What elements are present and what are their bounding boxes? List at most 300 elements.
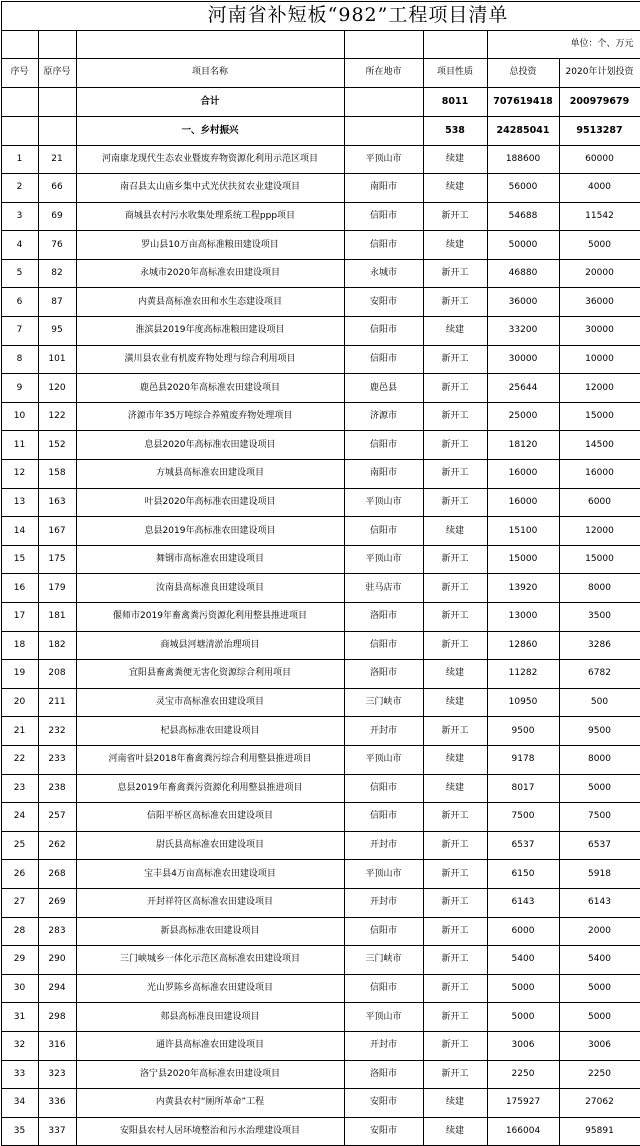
cell-nature: 续建 xyxy=(423,517,487,546)
cell-plan-2020: 20000 xyxy=(559,259,640,288)
cell-city: 信阳市 xyxy=(344,917,423,946)
header-city: 所在地市 xyxy=(344,58,423,87)
cell-plan-2020: 15000 xyxy=(559,402,640,431)
cell-orig-seq: 158 xyxy=(38,460,76,489)
cell-city: 洛阳市 xyxy=(344,1060,423,1089)
cell-plan-2020: 3006 xyxy=(559,1031,640,1060)
cell-plan-2020: 12000 xyxy=(559,374,640,403)
cell-total-investment: 5400 xyxy=(487,946,559,975)
cell-project-name: 河南康龙现代生态农业暨废弃物资源化利用示范区项目 xyxy=(76,145,344,174)
cell-orig-seq: 167 xyxy=(38,517,76,546)
cell-nature: 新开工 xyxy=(423,1060,487,1089)
cell-seq: 15 xyxy=(1,545,38,574)
cell-plan-2020: 8000 xyxy=(559,574,640,603)
cell-seq: 32 xyxy=(1,1031,38,1060)
table-row xyxy=(1,345,640,374)
table-row xyxy=(1,402,640,431)
cell-project-name: 信阳平桥区高标准农田建设项目 xyxy=(76,803,344,832)
cell-seq: 10 xyxy=(1,402,38,431)
table-row xyxy=(1,317,640,346)
total-label: 合计 xyxy=(76,87,344,116)
cell-nature: 续建 xyxy=(423,774,487,803)
cell-orig-seq: 294 xyxy=(38,974,76,1003)
table-row xyxy=(1,831,640,860)
table-row xyxy=(1,603,640,632)
cell-nature: 新开工 xyxy=(423,202,487,231)
cell-nature: 新开工 xyxy=(423,603,487,632)
cell-project-name: 叶县2020年高标准农田建设项目 xyxy=(76,488,344,517)
cell-city: 南阳市 xyxy=(344,460,423,489)
table-row xyxy=(1,1003,640,1032)
cell-seq: 2 xyxy=(1,174,38,203)
cell-total-investment: 18120 xyxy=(487,431,559,460)
cell-project-name: 通许县高标准农田建设项目 xyxy=(76,1031,344,1060)
total-investment: 707619418 xyxy=(487,87,559,116)
cell-plan-2020: 5000 xyxy=(559,1003,640,1032)
table-row xyxy=(1,888,640,917)
cell-project-name: 杞县高标准农田建设项目 xyxy=(76,717,344,746)
cell-project-name: 内黄县农村“厕所革命”工程 xyxy=(76,1089,344,1118)
cell-plan-2020: 6782 xyxy=(559,660,640,689)
cell-plan-2020: 9500 xyxy=(559,717,640,746)
cell-total-investment: 7500 xyxy=(487,803,559,832)
cell-total-investment: 15000 xyxy=(487,545,559,574)
cell-total-investment: 3006 xyxy=(487,1031,559,1060)
cell-seq: 6 xyxy=(1,288,38,317)
section-plan-2020: 9513287 xyxy=(559,116,640,145)
cell-city: 信阳市 xyxy=(344,202,423,231)
cell-seq: 4 xyxy=(1,231,38,260)
cell-plan-2020: 5918 xyxy=(559,860,640,889)
total-plan-2020: 200979679 xyxy=(559,87,640,116)
cell-orig-seq: 211 xyxy=(38,688,76,717)
table-row xyxy=(1,946,640,975)
cell-seq: 27 xyxy=(1,888,38,917)
cell-nature: 新开工 xyxy=(423,288,487,317)
cell-nature: 新开工 xyxy=(423,488,487,517)
cell-orig-seq: 336 xyxy=(38,1089,76,1118)
cell-orig-seq: 21 xyxy=(38,145,76,174)
cell-city: 平顶山市 xyxy=(344,145,423,174)
total-row xyxy=(1,87,640,116)
cell-orig-seq: 87 xyxy=(38,288,76,317)
cell-plan-2020: 30000 xyxy=(559,317,640,346)
cell-city: 驻马店市 xyxy=(344,574,423,603)
header-total-investment: 总投资 xyxy=(487,58,559,87)
unit-row xyxy=(1,30,640,58)
cell-total-investment: 50000 xyxy=(487,231,559,260)
cell-plan-2020: 3500 xyxy=(559,603,640,632)
cell-project-name: 鹿邑县2020年高标准农田建设项目 xyxy=(76,374,344,403)
cell-nature: 新开工 xyxy=(423,460,487,489)
cell-plan-2020: 15000 xyxy=(559,545,640,574)
cell-total-investment: 15100 xyxy=(487,517,559,546)
cell-project-name: 淮滨县2019年度高标准粮田建设项目 xyxy=(76,317,344,346)
cell-city: 鹿邑县 xyxy=(344,374,423,403)
cell-project-name: 舞钢市高标准农田建设项目 xyxy=(76,545,344,574)
cell-city: 洛阳市 xyxy=(344,660,423,689)
table-row xyxy=(1,431,640,460)
unit-label: 单位：个、万元 xyxy=(487,30,640,58)
cell-city: 信阳市 xyxy=(344,345,423,374)
cell-project-name: 罗山县10万亩高标准粮田建设项目 xyxy=(76,231,344,260)
cell-seq: 17 xyxy=(1,603,38,632)
cell-city: 信阳市 xyxy=(344,774,423,803)
cell-orig-seq: 76 xyxy=(38,231,76,260)
cell-seq: 24 xyxy=(1,803,38,832)
cell-seq: 8 xyxy=(1,345,38,374)
cell-nature: 新开工 xyxy=(423,974,487,1003)
cell-total-investment: 6150 xyxy=(487,860,559,889)
table-row xyxy=(1,917,640,946)
cell-orig-seq: 232 xyxy=(38,717,76,746)
cell-city: 洛阳市 xyxy=(344,603,423,632)
cell-total-investment: 56000 xyxy=(487,174,559,203)
cell-total-investment: 166004 xyxy=(487,1117,559,1146)
cell-city: 信阳市 xyxy=(344,431,423,460)
cell-seq: 1 xyxy=(1,145,38,174)
cell-project-name: 商城县农村污水收集处理系统工程ppp项目 xyxy=(76,202,344,231)
cell-project-name: 河南省叶县2018年畜禽粪污综合利用整县推进项目 xyxy=(76,745,344,774)
cell-seq: 9 xyxy=(1,374,38,403)
cell-nature: 新开工 xyxy=(423,917,487,946)
cell-plan-2020: 7500 xyxy=(559,803,640,832)
title-row xyxy=(1,1,640,30)
cell-plan-2020: 5400 xyxy=(559,946,640,975)
header-plan-2020: 2020年计划投资 xyxy=(559,58,640,87)
table-row xyxy=(1,688,640,717)
cell-total-investment: 25000 xyxy=(487,402,559,431)
cell-seq: 22 xyxy=(1,745,38,774)
cell-orig-seq: 95 xyxy=(38,317,76,346)
cell-city: 平顶山市 xyxy=(344,488,423,517)
cell-plan-2020: 4000 xyxy=(559,174,640,203)
cell-nature: 续建 xyxy=(423,1117,487,1146)
cell-plan-2020: 5000 xyxy=(559,774,640,803)
cell-orig-seq: 238 xyxy=(38,774,76,803)
cell-nature: 新开工 xyxy=(423,803,487,832)
table-row xyxy=(1,1060,640,1089)
cell-seq: 33 xyxy=(1,1060,38,1089)
cell-seq: 7 xyxy=(1,317,38,346)
header-row xyxy=(1,58,640,87)
cell-city: 信阳市 xyxy=(344,631,423,660)
cell-orig-seq: 175 xyxy=(38,545,76,574)
table-row xyxy=(1,259,640,288)
cell-project-name: 方城县高标准农田建设项目 xyxy=(76,460,344,489)
header-orig-seq: 原序号 xyxy=(38,58,76,87)
cell-total-investment: 13000 xyxy=(487,603,559,632)
cell-plan-2020: 6143 xyxy=(559,888,640,917)
cell-plan-2020: 500 xyxy=(559,688,640,717)
table-row xyxy=(1,1117,640,1146)
cell-plan-2020: 60000 xyxy=(559,145,640,174)
cell-project-name: 南召县太山庙乡集中式光伏扶贫农业建设项目 xyxy=(76,174,344,203)
cell-city: 南阳市 xyxy=(344,174,423,203)
cell-nature: 新开工 xyxy=(423,545,487,574)
cell-city: 开封市 xyxy=(344,1031,423,1060)
cell-nature: 新开工 xyxy=(423,431,487,460)
cell-total-investment: 16000 xyxy=(487,488,559,517)
cell-nature: 续建 xyxy=(423,317,487,346)
cell-orig-seq: 283 xyxy=(38,917,76,946)
cell-city: 开封市 xyxy=(344,831,423,860)
table-row xyxy=(1,288,640,317)
section-count: 538 xyxy=(423,116,487,145)
cell-city: 济源市 xyxy=(344,402,423,431)
cell-orig-seq: 179 xyxy=(38,574,76,603)
cell-nature: 新开工 xyxy=(423,831,487,860)
cell-project-name: 永城市2020年高标准农田建设项目 xyxy=(76,259,344,288)
cell-total-investment: 12860 xyxy=(487,631,559,660)
cell-nature: 新开工 xyxy=(423,860,487,889)
cell-city: 永城市 xyxy=(344,259,423,288)
cell-project-name: 潢川县农业有机废弃物处理与综合利用项目 xyxy=(76,345,344,374)
cell-total-investment: 54688 xyxy=(487,202,559,231)
cell-project-name: 息县2020年高标准农田建设项目 xyxy=(76,431,344,460)
cell-plan-2020: 14500 xyxy=(559,431,640,460)
cell-orig-seq: 181 xyxy=(38,603,76,632)
cell-nature: 续建 xyxy=(423,745,487,774)
cell-orig-seq: 101 xyxy=(38,345,76,374)
cell-plan-2020: 11542 xyxy=(559,202,640,231)
table-row xyxy=(1,631,640,660)
table-row xyxy=(1,974,640,1003)
cell-nature: 续建 xyxy=(423,688,487,717)
cell-city: 三门峡市 xyxy=(344,946,423,975)
cell-total-investment: 6000 xyxy=(487,917,559,946)
table-row xyxy=(1,488,640,517)
cell-nature: 新开工 xyxy=(423,574,487,603)
table-row xyxy=(1,774,640,803)
cell-total-investment: 6537 xyxy=(487,831,559,860)
cell-plan-2020: 6537 xyxy=(559,831,640,860)
cell-seq: 18 xyxy=(1,631,38,660)
cell-seq: 35 xyxy=(1,1117,38,1146)
cell-city: 信阳市 xyxy=(344,231,423,260)
cell-city: 信阳市 xyxy=(344,974,423,1003)
cell-project-name: 开封祥符区高标准农田建设项目 xyxy=(76,888,344,917)
cell-city: 信阳市 xyxy=(344,803,423,832)
cell-total-investment: 188600 xyxy=(487,145,559,174)
table-row xyxy=(1,717,640,746)
cell-nature: 新开工 xyxy=(423,374,487,403)
section-row xyxy=(1,116,640,145)
cell-plan-2020: 95891 xyxy=(559,1117,640,1146)
cell-city: 安阳市 xyxy=(344,1089,423,1118)
cell-city: 开封市 xyxy=(344,717,423,746)
table-row xyxy=(1,574,640,603)
cell-orig-seq: 182 xyxy=(38,631,76,660)
table-row xyxy=(1,374,640,403)
cell-plan-2020: 3286 xyxy=(559,631,640,660)
cell-total-investment: 9500 xyxy=(487,717,559,746)
cell-total-investment: 25644 xyxy=(487,374,559,403)
cell-orig-seq: 257 xyxy=(38,803,76,832)
table-row xyxy=(1,660,640,689)
cell-orig-seq: 323 xyxy=(38,1060,76,1089)
cell-project-name: 三门峡城乡一体化示范区高标准农田建设项目 xyxy=(76,946,344,975)
cell-seq: 21 xyxy=(1,717,38,746)
table-row xyxy=(1,545,640,574)
cell-nature: 新开工 xyxy=(423,259,487,288)
cell-orig-seq: 82 xyxy=(38,259,76,288)
cell-orig-seq: 122 xyxy=(38,402,76,431)
cell-orig-seq: 163 xyxy=(38,488,76,517)
cell-city: 平顶山市 xyxy=(344,1003,423,1032)
section-investment: 24285041 xyxy=(487,116,559,145)
cell-seq: 3 xyxy=(1,202,38,231)
cell-total-investment: 5000 xyxy=(487,974,559,1003)
cell-seq: 12 xyxy=(1,460,38,489)
cell-seq: 25 xyxy=(1,831,38,860)
cell-orig-seq: 152 xyxy=(38,431,76,460)
cell-city: 开封市 xyxy=(344,888,423,917)
table-row xyxy=(1,803,640,832)
cell-nature: 新开工 xyxy=(423,1003,487,1032)
cell-orig-seq: 69 xyxy=(38,202,76,231)
cell-project-name: 光山罗陈乡高标准农田建设项目 xyxy=(76,974,344,1003)
cell-orig-seq: 208 xyxy=(38,660,76,689)
cell-seq: 20 xyxy=(1,688,38,717)
cell-plan-2020: 10000 xyxy=(559,345,640,374)
cell-plan-2020: 16000 xyxy=(559,460,640,489)
cell-nature: 新开工 xyxy=(423,1031,487,1060)
cell-total-investment: 33200 xyxy=(487,317,559,346)
cell-orig-seq: 262 xyxy=(38,831,76,860)
cell-seq: 13 xyxy=(1,488,38,517)
cell-orig-seq: 298 xyxy=(38,1003,76,1032)
cell-plan-2020: 5000 xyxy=(559,231,640,260)
cell-plan-2020: 36000 xyxy=(559,288,640,317)
cell-seq: 23 xyxy=(1,774,38,803)
cell-project-name: 宜阳县畜禽粪便无害化资源综合利用项目 xyxy=(76,660,344,689)
cell-city: 平顶山市 xyxy=(344,545,423,574)
cell-total-investment: 11282 xyxy=(487,660,559,689)
cell-nature: 续建 xyxy=(423,174,487,203)
cell-total-investment: 10950 xyxy=(487,688,559,717)
cell-nature: 新开工 xyxy=(423,345,487,374)
cell-project-name: 汝南县高标准良田建设项目 xyxy=(76,574,344,603)
cell-nature: 新开工 xyxy=(423,717,487,746)
cell-total-investment: 9178 xyxy=(487,745,559,774)
project-list-table xyxy=(1,1,640,1146)
cell-city: 信阳市 xyxy=(344,317,423,346)
cell-total-investment: 2250 xyxy=(487,1060,559,1089)
table-row xyxy=(1,231,640,260)
cell-orig-seq: 66 xyxy=(38,174,76,203)
cell-city: 平顶山市 xyxy=(344,860,423,889)
cell-nature: 续建 xyxy=(423,1089,487,1118)
cell-plan-2020: 6000 xyxy=(559,488,640,517)
cell-nature: 续建 xyxy=(423,660,487,689)
cell-plan-2020: 12000 xyxy=(559,517,640,546)
cell-city: 平顶山市 xyxy=(344,745,423,774)
cell-plan-2020: 2250 xyxy=(559,1060,640,1089)
cell-orig-seq: 316 xyxy=(38,1031,76,1060)
sheet-title: 河南省补短板“982”工程项目清单 xyxy=(76,1,640,30)
cell-project-name: 洛宁县2020年高标准农田建设项目 xyxy=(76,1060,344,1089)
cell-orig-seq: 268 xyxy=(38,860,76,889)
cell-plan-2020: 27062 xyxy=(559,1089,640,1118)
cell-total-investment: 30000 xyxy=(487,345,559,374)
cell-seq: 29 xyxy=(1,946,38,975)
cell-nature: 续建 xyxy=(423,231,487,260)
cell-total-investment: 8017 xyxy=(487,774,559,803)
table-row xyxy=(1,145,640,174)
cell-seq: 11 xyxy=(1,431,38,460)
cell-plan-2020: 5000 xyxy=(559,974,640,1003)
cell-nature: 新开工 xyxy=(423,402,487,431)
cell-total-investment: 175927 xyxy=(487,1089,559,1118)
cell-orig-seq: 233 xyxy=(38,745,76,774)
cell-project-name: 安阳县农村人居环境整治和污水治理建设项目 xyxy=(76,1117,344,1146)
cell-plan-2020: 2000 xyxy=(559,917,640,946)
header-project-name: 项目名称 xyxy=(76,58,344,87)
cell-orig-seq: 120 xyxy=(38,374,76,403)
total-count: 8011 xyxy=(423,87,487,116)
table-row xyxy=(1,860,640,889)
table-row xyxy=(1,745,640,774)
cell-orig-seq: 337 xyxy=(38,1117,76,1146)
cell-project-name: 郏县高标准良田建设项目 xyxy=(76,1003,344,1032)
cell-total-investment: 13920 xyxy=(487,574,559,603)
header-nature: 项目性质 xyxy=(423,58,487,87)
cell-project-name: 宝丰县4万亩高标准农田建设项目 xyxy=(76,860,344,889)
cell-total-investment: 6143 xyxy=(487,888,559,917)
cell-orig-seq: 269 xyxy=(38,888,76,917)
cell-city: 安阳市 xyxy=(344,288,423,317)
cell-seq: 28 xyxy=(1,917,38,946)
cell-nature: 新开工 xyxy=(423,946,487,975)
cell-project-name: 济源市年35万吨综合养殖废弃物处理项目 xyxy=(76,402,344,431)
section-label: 一、乡村振兴 xyxy=(76,116,344,145)
cell-seq: 16 xyxy=(1,574,38,603)
cell-total-investment: 36000 xyxy=(487,288,559,317)
cell-project-name: 息县2019年高标准农田建设项目 xyxy=(76,517,344,546)
cell-plan-2020: 8000 xyxy=(559,745,640,774)
cell-city: 安阳市 xyxy=(344,1117,423,1146)
cell-project-name: 商城县河塘清淤治理项目 xyxy=(76,631,344,660)
cell-seq: 19 xyxy=(1,660,38,689)
cell-seq: 5 xyxy=(1,259,38,288)
cell-nature: 新开工 xyxy=(423,888,487,917)
cell-city: 三门峡市 xyxy=(344,688,423,717)
cell-project-name: 偃师市2019年畜禽粪污资源化利用整县推进项目 xyxy=(76,603,344,632)
cell-project-name: 息县2019年畜禽粪污资源化利用整县推进项目 xyxy=(76,774,344,803)
table-row xyxy=(1,1089,640,1118)
cell-city: 信阳市 xyxy=(344,517,423,546)
table-row xyxy=(1,460,640,489)
table-row xyxy=(1,202,640,231)
cell-seq: 31 xyxy=(1,1003,38,1032)
cell-seq: 30 xyxy=(1,974,38,1003)
cell-total-investment: 46880 xyxy=(487,259,559,288)
table-row xyxy=(1,174,640,203)
cell-nature: 续建 xyxy=(423,145,487,174)
cell-total-investment: 16000 xyxy=(487,460,559,489)
cell-project-name: 尉氏县高标准农田建设项目 xyxy=(76,831,344,860)
cell-total-investment: 5000 xyxy=(487,1003,559,1032)
cell-project-name: 内黄县高标准农田和水生态建设项目 xyxy=(76,288,344,317)
cell-nature: 新开工 xyxy=(423,631,487,660)
cell-seq: 14 xyxy=(1,517,38,546)
table-row xyxy=(1,1031,640,1060)
header-seq: 序号 xyxy=(1,58,38,87)
cell-project-name: 新县高标准农田建设项目 xyxy=(76,917,344,946)
cell-seq: 34 xyxy=(1,1089,38,1118)
cell-project-name: 灵宝市高标准农田建设项目 xyxy=(76,688,344,717)
